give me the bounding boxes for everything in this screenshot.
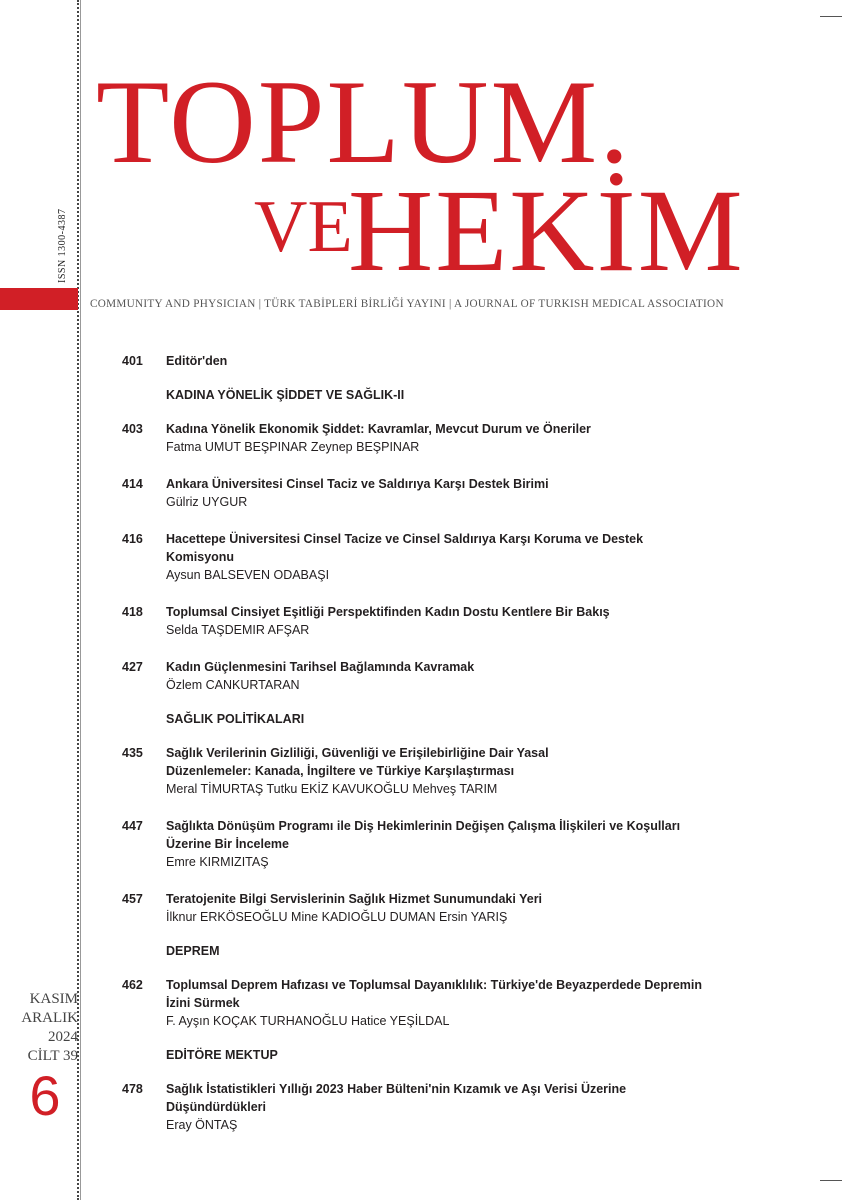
toc-entry-authors: F. Ayşın KOÇAK TURHANOĞLU Hatice YEŞİLDAL (166, 1014, 450, 1028)
toc-page-number: 403 (122, 422, 143, 436)
issue-number: 6 (29, 1064, 61, 1127)
toc-page-number: 457 (122, 892, 143, 906)
toc-section-heading: EDİTÖRE MEKTUP (166, 1048, 278, 1062)
toc-entry-authors: Özlem CANKURTARAN (166, 678, 300, 692)
toc-entry-authors: Gülriz UYGUR (166, 495, 248, 509)
toc-entry-title: Kadın Güçlenmesini Tarihsel Bağlamında Kavramak (166, 660, 475, 674)
toc-entry-title: Sağlık İstatistikleri Yıllığı 2023 Haber Bülteni'nin Kızamık ve Aşı Verisi Üzerine Düşündürdükleri (166, 1082, 627, 1114)
toc-entry-authors: Fatma UMUT BEŞPINAR Zeynep BEŞPINAR (166, 440, 420, 454)
toc-entry[interactable] (122, 420, 812, 456)
toc-entry-title: Sağlık Verilerinin Gizliliği, Güvenliği ve Erişilebirliğine Dair Yasal Düzenlemeler: Kanada, İngiltere ve Türkiye Karşılaştırması (166, 746, 549, 778)
toc-entry[interactable] (122, 530, 646, 584)
masthead-title-ve: VE (254, 186, 353, 268)
toc-entry-authors: Aysun BALSEVEN ODABAŞI (166, 568, 330, 582)
toc-page-number: 401 (122, 354, 143, 368)
toc-entry-title: Teratojenite Bilgi Servislerinin Sağlık Hizmet Sunumundaki Yeri (166, 892, 543, 906)
toc-entry[interactable] (122, 976, 706, 1030)
toc-entry-authors: Emre KIRMIZITAŞ (166, 855, 269, 869)
toc-entry[interactable] (122, 603, 812, 639)
masthead-title-hekim: HEKİM (348, 165, 745, 296)
issn-number: ISSN 1300-4387 (57, 208, 68, 283)
issue-year: 2024 (48, 1029, 78, 1045)
toc-entry[interactable] (122, 1080, 666, 1134)
toc-entry[interactable] (122, 744, 636, 798)
toc-entry-title: Toplumsal Cinsiyet Eşitliği Perspektifinden Kadın Dostu Kentlere Bir Bakış (166, 605, 610, 619)
toc-section-heading: DEPREM (166, 944, 220, 958)
issue-month-2: ARALIK (21, 1010, 78, 1026)
red-accent-bar (0, 288, 78, 310)
toc-entry[interactable] (122, 817, 686, 871)
toc-page-number: 427 (122, 660, 143, 674)
masthead-title-toplum: TOPLUM. (96, 55, 632, 188)
toc-entry[interactable] (122, 475, 812, 511)
toc-entry[interactable] (122, 890, 812, 926)
crop-mark-top (820, 16, 842, 17)
binding-solid-line (80, 0, 81, 1200)
issue-month-1: KASIM (29, 991, 78, 1007)
toc-entry-authors: İlknur ERKÖSEOĞLU Mine KADIOĞLU DUMAN Ersin YARIŞ (166, 910, 508, 924)
toc-page-number: 447 (122, 819, 143, 833)
toc-section-heading: KADINA YÖNELİK ŞİDDET VE SAĞLIK-II (166, 388, 405, 402)
toc-page-number: 462 (122, 978, 143, 992)
masthead-tagline: COMMUNITY AND PHYSICIAN | TÜRK TABİPLERİ BİRLİĞİ YAYINI | A JOURNAL OF TURKISH MEDICAL ASSOCIATION (90, 298, 724, 310)
toc-entry-editorial[interactable] (122, 352, 812, 370)
toc-page-number: 435 (122, 746, 143, 760)
toc-entry-title: Kadına Yönelik Ekonomik Şiddet: Kavramlar, Mevcut Durum ve Öneriler (166, 422, 591, 436)
issue-volume: CİLT 39 (27, 1048, 78, 1064)
toc-entry-title: Hacettepe Üniversitesi Cinsel Tacize ve Cinsel Saldırıya Karşı Koruma ve Destek Komisyonu (166, 532, 644, 564)
toc-entry-title: Ankara Üniversitesi Cinsel Taciz ve Saldırıya Karşı Destek Birimi (166, 477, 549, 491)
toc-entry[interactable] (122, 658, 812, 694)
toc-entry-authors: Selda TAŞDEMIR AFŞAR (166, 623, 310, 637)
crop-mark-bottom (820, 1180, 842, 1181)
toc-section-heading: SAĞLIK POLİTİKALARI (166, 712, 305, 726)
toc-page-number: 418 (122, 605, 143, 619)
table-of-contents (122, 352, 812, 1134)
toc-entry-title: Toplumsal Deprem Hafızası ve Toplumsal Dayanıklılık: Türkiye'de Beyazperdede Depremin İzini Sürmek (166, 978, 703, 1010)
toc-entry-title: Editör'den (166, 354, 228, 368)
toc-entry-authors: Eray ÖNTAŞ (166, 1118, 238, 1132)
toc-page-number: 414 (122, 477, 143, 491)
toc-entry-title: Sağlıkta Dönüşüm Programı ile Diş Hekimlerinin Değişen Çalışma İlişkileri ve Koşulları Üzerine Bir İnceleme (166, 819, 681, 851)
issue-info (2, 990, 78, 1126)
toc-page-number: 416 (122, 532, 143, 546)
toc-page-number: 478 (122, 1082, 143, 1096)
toc-entry-authors: Meral TİMURTAŞ Tutku EKİZ KAVUKOĞLU Mehveş TARIM (166, 782, 498, 796)
